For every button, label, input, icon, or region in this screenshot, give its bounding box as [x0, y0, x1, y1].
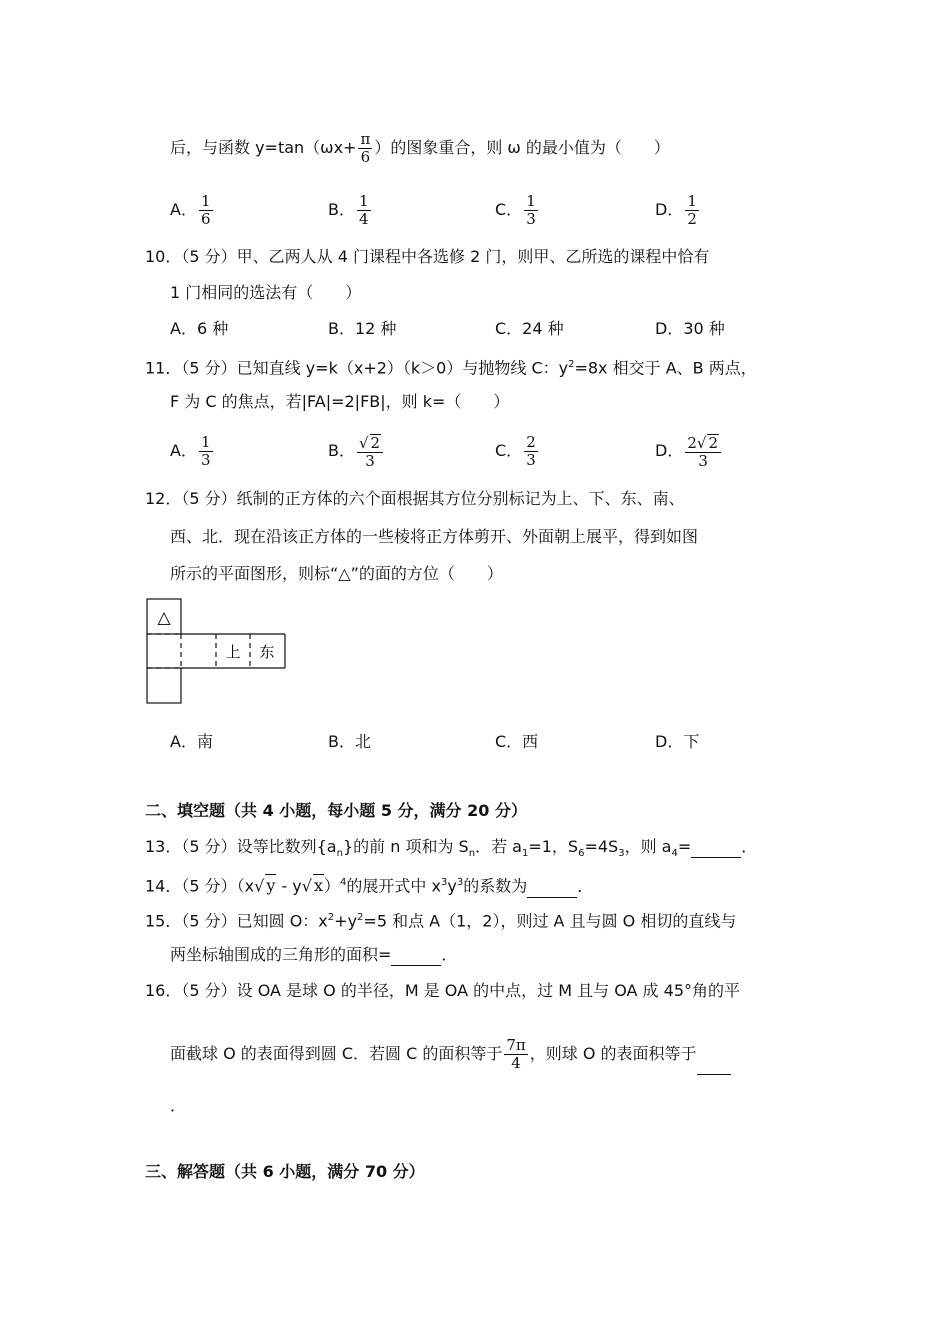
sub: n	[468, 848, 476, 860]
q12-line1: 12．（5 分）纸制的正方体的六个面根据其方位分别标记为上、下、东、南、	[145, 489, 685, 508]
option-label: B．	[328, 441, 355, 460]
option-label: A．	[170, 200, 197, 219]
frac-den: 3	[526, 451, 536, 469]
sqrt-radicand: y	[266, 876, 276, 896]
q12-option-b: B．北	[328, 732, 371, 751]
q14-b: - y	[276, 876, 302, 896]
frac-den: 6	[200, 210, 211, 228]
q15-line2-b: ．	[441, 945, 458, 964]
q12-line2: 西、北．现在沿该正方体的一些棱将正方体剪开、外面朝上展平，得到如图	[170, 527, 699, 546]
frac-den: 4	[358, 210, 369, 228]
frac-den: 6	[360, 148, 371, 166]
sub: 1	[521, 848, 529, 860]
q16-seven-pi-over-4	[504, 1037, 527, 1072]
net-label-east: 东	[259, 643, 275, 661]
q13-b: }的前 n 项和为 S	[342, 837, 469, 856]
sub: 4	[671, 848, 678, 860]
q9-option-d	[655, 190, 701, 230]
frac-num: 1	[200, 433, 211, 451]
q16-line3: ．	[170, 1096, 187, 1115]
option-frac	[357, 193, 371, 228]
section-3-heading: 三、解答题（共 6 小题，满分 70 分）	[145, 1162, 425, 1181]
q14-d: 的展开式中 x	[346, 876, 441, 896]
q14-e: y	[447, 876, 457, 896]
net-label-triangle: △	[157, 608, 171, 628]
q13-d: =1，S	[528, 837, 579, 856]
q11-line2: F 为 C 的焦点，若|FA|=2|FB|，则 k=（ ）	[170, 392, 510, 411]
q11-line1-a: 11．（5 分）已知直线 y=k（x+2）（k＞0）与抛物线 C：y	[145, 358, 569, 378]
q11-sup: 2	[568, 359, 575, 370]
q13-c: ．若 a	[475, 837, 522, 856]
q10-option-b: B．12 种	[328, 319, 397, 338]
sqrt-sign: √	[301, 876, 312, 896]
cube-net-figure	[146, 598, 286, 704]
sqrt-radicand: 2	[370, 433, 381, 452]
sqrt-radicand: 2	[708, 433, 718, 452]
q12-option-d: D．下	[655, 732, 700, 751]
q9-option-a	[170, 190, 215, 230]
q10-option-a: A．6 种	[170, 319, 229, 338]
frac-num: 7π	[506, 1036, 526, 1054]
frac-num	[357, 434, 383, 453]
option-label: A．	[170, 441, 197, 460]
q10-option-d: D．30 种	[655, 319, 725, 338]
q12-option-c: C．西	[495, 732, 539, 751]
net-label-up: 上	[225, 643, 241, 661]
frac-den: 3	[526, 210, 536, 228]
q13-line	[145, 837, 757, 864]
q9-pi-over-6	[358, 131, 372, 166]
coef: 2	[687, 433, 697, 452]
q9-option-b	[328, 190, 373, 230]
option-frac	[199, 434, 213, 469]
q14-f: 的系数为	[463, 876, 528, 896]
section-2-heading: 二、填空题（共 4 小题，每小题 5 分，满分 20 分）	[145, 801, 527, 820]
q15-line2	[170, 945, 457, 966]
option-label: D．	[655, 441, 684, 460]
q15-c: =5 和点 A（1，2），则过 A 且与圆 O 相切的直线与	[363, 911, 737, 931]
q15-a: 15．（5 分）已知圆 O：x	[145, 911, 328, 931]
sqrt-sign: √	[696, 433, 707, 452]
q15-b: +y	[334, 911, 358, 931]
q14-a: 14．（5 分）（x	[145, 876, 255, 896]
q16-line2-a: 面截球 O 的表面得到圆 C．若圆 C 的面积等于	[170, 1044, 503, 1063]
q13-f: ，则 a	[624, 837, 672, 856]
option-label: D．	[655, 200, 684, 219]
frac-num: 1	[526, 192, 536, 210]
option-frac	[524, 193, 538, 228]
option-frac	[357, 434, 383, 470]
frac-den: 3	[698, 451, 708, 470]
sub: n	[336, 848, 343, 860]
sub: 3	[618, 848, 625, 860]
q9-option-c	[495, 190, 540, 230]
q14-c: ）	[324, 876, 341, 896]
q10-line1: 10．（5 分）甲、乙两人从 4 门课程中各选修 2 门，则甲、乙所选的课程中恰有	[145, 247, 710, 266]
q11-option-d	[655, 431, 723, 471]
q16-line2-b: ，则球 O 的表面积等于	[529, 1044, 697, 1063]
sup: 3	[456, 877, 464, 888]
q9-stem-pre: 后，与函数 y=tan（ωx+	[170, 138, 357, 157]
q11-line1-b: =8x 相交于 A、B 两点，	[574, 358, 757, 378]
option-frac	[199, 193, 213, 228]
sup: 4	[340, 877, 347, 888]
frac-num	[685, 434, 721, 453]
q11-option-c	[495, 431, 540, 471]
q11-option-b	[328, 431, 385, 471]
q10-option-c: C．24 种	[495, 319, 564, 338]
q15-line2-a: 两坐标轴围成的三角形的面积=	[170, 945, 392, 964]
option-frac	[685, 193, 699, 228]
q14-line	[145, 872, 593, 898]
frac-num: 1	[200, 192, 211, 210]
option-label: C．	[495, 200, 523, 219]
answer-blank[interactable]	[697, 1034, 731, 1075]
q11-option-a	[170, 431, 215, 471]
frac-num: 1	[687, 192, 697, 210]
q10-line2: 1 门相同的选法有（ ）	[170, 283, 362, 302]
sup: 2	[357, 912, 364, 923]
q13-a: 13．（5 分）设等比数列{a	[145, 837, 337, 856]
sub: 6	[578, 848, 585, 860]
option-label: B．	[328, 200, 355, 219]
option-label: C．	[495, 441, 523, 460]
q13-h: ．	[741, 837, 758, 856]
q13-e: =4S	[584, 837, 619, 856]
q12-line3: 所示的平面图形，则标“△”的面的方位（ ）	[170, 564, 503, 583]
q11-line1	[145, 355, 757, 378]
frac-den: 3	[200, 451, 211, 469]
q12-option-a: A．南	[170, 732, 213, 751]
option-frac	[524, 434, 538, 469]
frac-den: 4	[511, 1054, 521, 1072]
sqrt-sign: √	[358, 433, 369, 452]
frac-num: 2	[526, 433, 536, 451]
q14-g: ．	[577, 876, 594, 896]
answer-blank[interactable]	[527, 875, 577, 898]
sqrt-radicand: x	[313, 876, 324, 896]
q16-line2	[170, 1034, 731, 1075]
q16-line1: 16．（5 分）设 OA 是球 O 的半径，M 是 OA 的中点，过 M 且与 OA 成 45°角的平	[145, 981, 740, 1000]
option-frac	[685, 434, 721, 470]
net-face-bottom	[147, 668, 181, 703]
sup: 3	[440, 877, 448, 888]
sup: 2	[327, 912, 335, 923]
q13-g: =	[677, 837, 692, 856]
frac-den: 2	[687, 210, 697, 228]
q9-stem-post: ）的图象重合，则 ω 的最小值为（ ）	[374, 138, 670, 157]
answer-blank[interactable]	[391, 945, 441, 966]
sqrt-sign: √	[254, 876, 265, 896]
q15-line1	[145, 908, 736, 931]
answer-blank[interactable]	[691, 837, 741, 858]
frac-num: π	[360, 130, 371, 148]
frac-num: 1	[358, 192, 369, 210]
frac-den: 3	[365, 451, 375, 470]
q9-stem	[170, 128, 670, 168]
